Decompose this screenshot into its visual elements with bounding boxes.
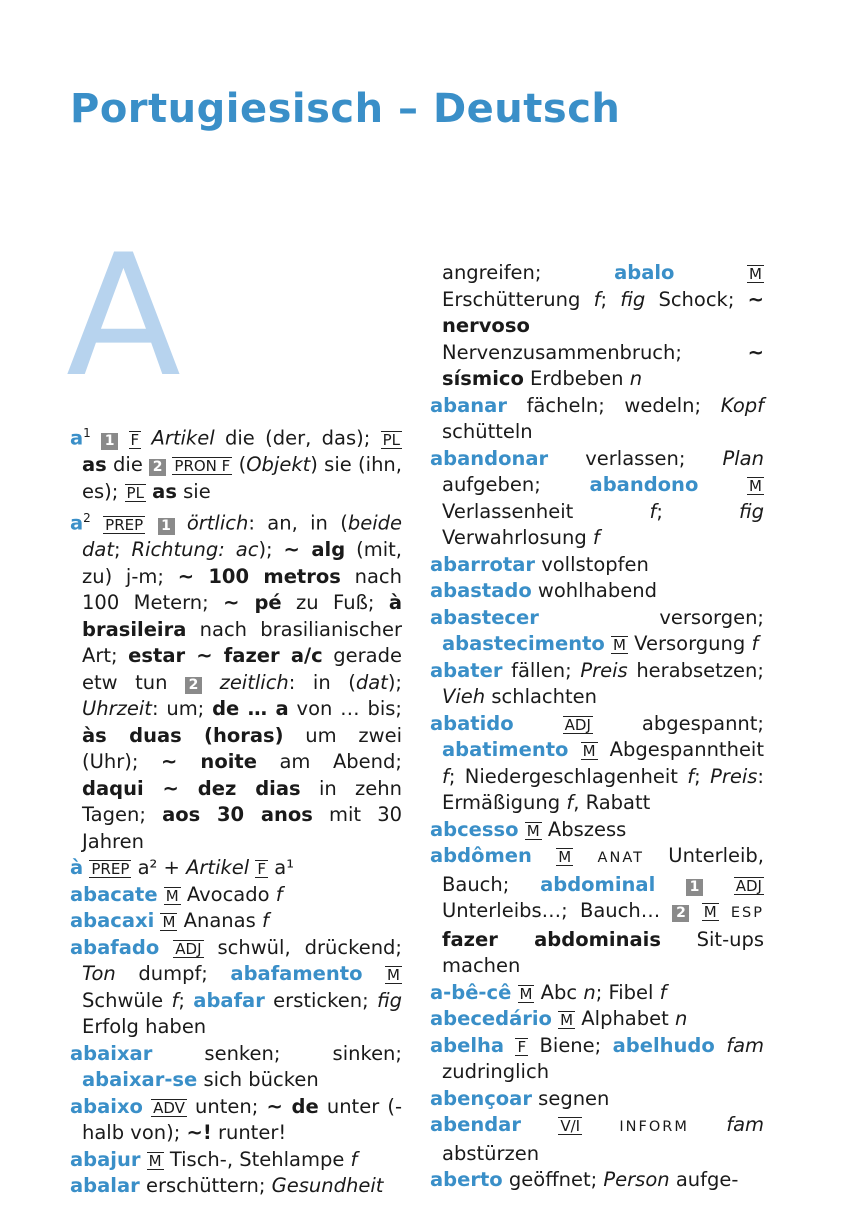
entry-text: angreifen; [442, 261, 615, 284]
headword: abastecimento [442, 632, 605, 655]
sense-number: 2 [149, 459, 166, 476]
entry-text [532, 844, 556, 867]
entry-text [118, 427, 128, 450]
entry-text: herabsetzen; [627, 658, 764, 682]
bold-phrase: ~ de [266, 1094, 319, 1118]
bold-phrase: ~ nervoso [442, 287, 764, 337]
entry-text [573, 844, 597, 867]
domain-label: INFORM [619, 1119, 689, 1135]
headword: abdominal [540, 872, 656, 896]
bold-phrase: ~! [186, 1121, 212, 1144]
entry-text [689, 899, 701, 922]
entry-text: : in ( [288, 670, 356, 694]
entry-text: geöffnet; [502, 1168, 604, 1191]
entry-text: runter! [211, 1121, 287, 1144]
entry-text: Abgespanntheit [597, 738, 764, 761]
entry-text: am Abend; [256, 750, 402, 773]
entry-text: mit 30 Jahren [82, 803, 403, 853]
headword: abajur [70, 1147, 141, 1171]
headword: abarrotar [430, 552, 536, 576]
entry-text: ; Fibel [595, 980, 660, 1004]
entry-text: Avocado [180, 882, 276, 906]
grammar-label: M [560, 1011, 574, 1029]
headword: abdômen [430, 844, 532, 867]
italic-text: f [171, 988, 179, 1012]
italic-text: Ton [82, 962, 116, 985]
domain-label: ANAT [597, 850, 644, 866]
entry-text [141, 427, 151, 450]
grammar-label: PREP [91, 860, 130, 878]
entry-text: Nervenzusammenbruch; [442, 340, 748, 364]
italic-text: n [629, 367, 643, 390]
entry-text: ersticken; [264, 988, 377, 1012]
entry-text [202, 671, 220, 694]
entry-text [655, 873, 686, 896]
entry-text: zu Fuß; [281, 591, 389, 614]
dictionary-entry [70, 1173, 402, 1200]
entry-text: Unterleib, Bauch; [442, 844, 765, 896]
headword: abaixo [70, 1094, 143, 1118]
entry-text [582, 1113, 619, 1136]
entry-text: die [106, 453, 150, 476]
bold-phrase: ~ 100 metros [177, 564, 341, 588]
bold-phrase: às duas (horas) [82, 723, 284, 747]
bold-phrase: ~ pé [223, 591, 282, 614]
entry-text: um zwei (Uhr); [82, 723, 402, 773]
headword: abalar [70, 1174, 140, 1197]
dictionary-entry [70, 505, 402, 855]
italic-text: f [592, 526, 600, 549]
entry-text: wohlhabend [531, 579, 657, 602]
entry-text: a² + [131, 856, 187, 879]
bold-phrase: as [152, 479, 177, 503]
bold-phrase: ~ alg [283, 538, 346, 561]
sense-number: 1 [158, 518, 175, 535]
italic-text: Gesundheit [271, 1174, 384, 1197]
entry-text: Alphabet [575, 1007, 675, 1030]
dictionary-entry [430, 817, 764, 844]
entry-text: a¹ [268, 856, 295, 879]
grammar-label: ADJ [564, 715, 591, 734]
italic-text: Artikel [151, 426, 215, 450]
entry-text [689, 1113, 726, 1136]
entry-text [143, 1095, 151, 1118]
grammar-label: F [257, 860, 267, 878]
entry-text: ; [694, 764, 711, 788]
entry-text [175, 512, 187, 535]
dictionary-entry [430, 658, 764, 711]
dictionary-entry [430, 446, 764, 552]
sense-number: 1 [101, 433, 118, 450]
grammar-label: M [582, 742, 596, 760]
dictionary-entry [430, 1167, 764, 1194]
entry-text: Abc [534, 980, 584, 1004]
entry-text: unter (-halb von); [82, 1094, 402, 1144]
grammar-label: M [148, 1151, 162, 1170]
italic-text: f [659, 980, 667, 1004]
italic-text: fam [726, 1113, 765, 1136]
bold-phrase: ~ noite [160, 750, 257, 773]
italic-text: Vieh [442, 685, 486, 708]
dictionary-entry [430, 1112, 764, 1167]
headword: abanar [430, 393, 507, 417]
headword: abastecer [430, 605, 539, 629]
entry-text: in zehn Tagen; [82, 776, 402, 826]
italic-text: f [649, 499, 657, 523]
bold-phrase: as [82, 453, 107, 476]
entry-text: Abszess [541, 817, 627, 841]
italic-text: f [350, 1147, 358, 1171]
italic-text: f [442, 764, 449, 788]
entry-text: Erfolg haben [82, 1015, 207, 1038]
entry-text [504, 1034, 515, 1057]
dictionary-entry [430, 843, 764, 980]
bold-phrase: daqui ~ dez dias [82, 776, 301, 800]
entry-text: Tisch-, Stehlampe [163, 1147, 351, 1171]
italic-text: fam [726, 1033, 765, 1057]
entry-text: erschüttern; [139, 1174, 272, 1197]
italic-text: Uhrzeit [82, 697, 152, 720]
dictionary-entry [70, 882, 402, 909]
italic-text: n [583, 980, 596, 1004]
headword: abafamento [230, 962, 363, 985]
entry-text [91, 427, 101, 450]
entry-text: schwül, drückend; [203, 935, 403, 959]
bold-phrase: aos 30 anos [162, 803, 313, 826]
italic-text: f [593, 287, 601, 311]
dictionary-entry [430, 578, 764, 605]
entry-text: ); [387, 670, 402, 694]
dictionary-entry [430, 1006, 764, 1033]
headword: abençoar [430, 1086, 532, 1110]
italic-text: Preis [710, 764, 758, 788]
grammar-label: PRON F [174, 457, 231, 475]
grammar-label: PL [126, 483, 144, 502]
entry-text: nach 100 Metern; [82, 564, 402, 614]
bold-phrase: de … a [212, 697, 289, 720]
entry-text: versorgen; [538, 605, 764, 629]
superscript-number: 1 [83, 426, 91, 440]
dictionary-entry [430, 711, 764, 817]
entry-text: Verwahrlosung [442, 526, 593, 549]
headword: abecedário [430, 1007, 552, 1030]
entry-text: Verlassenheit [442, 499, 650, 523]
entry-text: verlassen; [548, 446, 723, 470]
left-column [70, 420, 402, 1200]
entry-text: von … bis; [288, 697, 402, 720]
entry-text: ) sie (ihn, es); [82, 453, 402, 503]
grammar-label: PL [382, 430, 401, 449]
entry-text: Schock; [645, 287, 748, 311]
entry-text [719, 899, 731, 922]
italic-text: f [275, 882, 283, 906]
grammar-label: PREP [105, 515, 144, 534]
grammar-label: M [162, 913, 176, 931]
italic-text: Richtung: ac [131, 538, 259, 561]
grammar-label: M [519, 984, 533, 1003]
italic-text: fig [377, 988, 402, 1012]
entry-text [715, 1034, 726, 1057]
dictionary-entry [70, 1041, 402, 1094]
sense-number: 2 [185, 677, 202, 694]
italic-text: örtlich [186, 511, 249, 535]
entry-text: Biene; [528, 1033, 613, 1057]
headword: abater [430, 658, 503, 682]
entry-text [91, 512, 103, 535]
entry-text: nach brasilianischer Art; [82, 617, 402, 667]
grammar-label: F [130, 430, 140, 449]
headword: abandonar [430, 446, 549, 470]
entry-text: Schwüle [82, 988, 172, 1012]
entry-text: Erdbeben [523, 367, 630, 390]
entry-text: , Rabatt [573, 791, 651, 814]
headword: abacaxi [70, 909, 155, 932]
entry-text: fällen; [502, 658, 581, 682]
entry-text: abgespannt; [592, 711, 765, 735]
entry-text: sie [176, 479, 211, 503]
superscript-number: 2 [83, 511, 91, 525]
entry-text: ( [232, 453, 247, 476]
entry-text: Ananas [177, 909, 262, 932]
italic-text: Objekt [246, 453, 311, 476]
grammar-label: M [613, 636, 626, 654]
italic-text: Artikel [186, 856, 250, 879]
entry-text [363, 962, 386, 985]
entry-text [145, 512, 157, 535]
headword: abatido [430, 711, 514, 735]
dictionary-entry [70, 935, 402, 1041]
entry-text: Erschütterung [442, 287, 594, 311]
entry-text: : an, in ( [248, 511, 348, 535]
dictionary-entry [70, 908, 402, 935]
entry-text: ; Niedergeschlagenheit [448, 764, 688, 788]
italic-text: f [261, 909, 269, 932]
entry-text: dumpf; [115, 962, 231, 985]
entry-text: segnen [531, 1086, 610, 1110]
entry-text: senken; sinken; [152, 1041, 402, 1065]
italic-text: f [751, 632, 759, 655]
entry-text: Unterleibs…; Bauch… [442, 899, 673, 922]
headword: abelhudo [612, 1033, 715, 1057]
entry-text: die (der, das); [214, 426, 381, 450]
bold-phrase: estar ~ fazer a/c [128, 644, 323, 667]
entry-text: (mit, zu) j-m; [82, 538, 402, 588]
italic-text: fig [739, 499, 764, 523]
bold-phrase: à brasileira [82, 591, 402, 641]
entry-text: ); [258, 538, 284, 561]
entry-text: ; [656, 499, 740, 523]
grammar-label: M [387, 966, 400, 984]
entry-text [703, 873, 734, 896]
headword: abendar [430, 1113, 521, 1136]
entry-text: schlachten [485, 685, 598, 708]
entry-text: ; [113, 538, 132, 561]
entry-text: sich bücken [197, 1068, 319, 1091]
entry-text: : um; [151, 697, 213, 720]
entry-text: zudringlich [442, 1060, 550, 1083]
entry-text [568, 738, 580, 761]
entry-text: : Ermäßigung [442, 764, 764, 814]
sense-number: 2 [672, 905, 689, 922]
italic-text: fig [620, 287, 646, 311]
entry-text: schütteln [442, 420, 533, 443]
entry-text: ; [600, 287, 621, 311]
grammar-label: M [703, 903, 717, 921]
grammar-label: ADJ [175, 939, 202, 958]
dictionary-entry [430, 605, 764, 658]
headword: à [70, 856, 84, 879]
entry-text: unten; [186, 1094, 267, 1118]
headword: abaixar-se [82, 1068, 198, 1091]
page-title: Portugiesisch – Deutsch [70, 86, 621, 132]
entry-text: Sit-ups machen [442, 927, 765, 977]
headword: abalo [614, 261, 675, 284]
headword: abastado [430, 579, 532, 602]
italic-text: beide dat [82, 511, 403, 561]
entry-text: abstürzen [442, 1141, 540, 1165]
entry-text [514, 712, 563, 735]
continued-entry [430, 260, 764, 393]
headword: abelha [430, 1033, 505, 1057]
section-letter: A [66, 218, 181, 414]
grammar-label: M [749, 477, 762, 495]
entry-text: aufgeben; [442, 473, 590, 496]
sense-number: 1 [686, 879, 703, 896]
headword: abaixar [70, 1041, 153, 1065]
dictionary-entry [430, 1086, 764, 1113]
domain-label: ESP [730, 905, 764, 921]
entry-text: vollstopfen [535, 552, 649, 576]
dictionary-entry [70, 1094, 402, 1147]
headword: abacate [70, 882, 158, 906]
grammar-label: M [749, 265, 762, 283]
headword: abandono [589, 473, 699, 496]
headword: abatimento [442, 738, 569, 761]
entry-text [674, 261, 747, 284]
headword: a [70, 511, 84, 535]
headword: aberto [430, 1168, 503, 1191]
right-column [430, 260, 764, 1194]
grammar-label: M [558, 848, 572, 866]
entry-text [521, 1113, 558, 1136]
italic-text: f [566, 791, 574, 814]
grammar-label: ADJ [735, 876, 762, 895]
headword: a-bê-cê [430, 980, 512, 1004]
entry-text [698, 473, 747, 496]
italic-text: Plan [722, 446, 764, 470]
headword: abafar [193, 988, 265, 1012]
headword: abafado [70, 935, 160, 959]
dictionary-entry [430, 393, 764, 446]
entry-text: fächeln; wedeln; [506, 393, 721, 417]
entry-text: gerade etw tun [82, 644, 402, 694]
dictionary-entry [430, 980, 764, 1007]
italic-text: f [687, 764, 695, 788]
grammar-label: M [165, 886, 179, 905]
entry-text: aufge- [669, 1168, 739, 1191]
italic-text: Preis [580, 658, 628, 682]
bold-phrase: ~ sísmico [442, 340, 764, 390]
grammar-label: M [526, 821, 540, 840]
entry-text: ; [178, 988, 194, 1012]
headword: a [70, 426, 84, 450]
italic-text: n [674, 1007, 688, 1030]
dictionary-entry [70, 855, 402, 882]
dictionary-entry [430, 552, 764, 579]
dictionary-entry [70, 1147, 402, 1174]
italic-text: Person [603, 1168, 670, 1191]
grammar-label: ADV [153, 1098, 185, 1117]
italic-text: dat [355, 670, 388, 694]
headword: abcesso [430, 817, 519, 841]
italic-text: Kopf [720, 393, 764, 417]
bold-phrase: fazer abdominais [442, 927, 661, 951]
italic-text: zeitlich [219, 670, 289, 694]
entry-text: Versorgung [627, 632, 752, 655]
grammar-label: F [517, 1037, 527, 1056]
entry-text [159, 936, 173, 959]
dictionary-entry [70, 420, 402, 505]
grammar-label: V/I [560, 1117, 581, 1135]
dictionary-entry [430, 1033, 764, 1086]
